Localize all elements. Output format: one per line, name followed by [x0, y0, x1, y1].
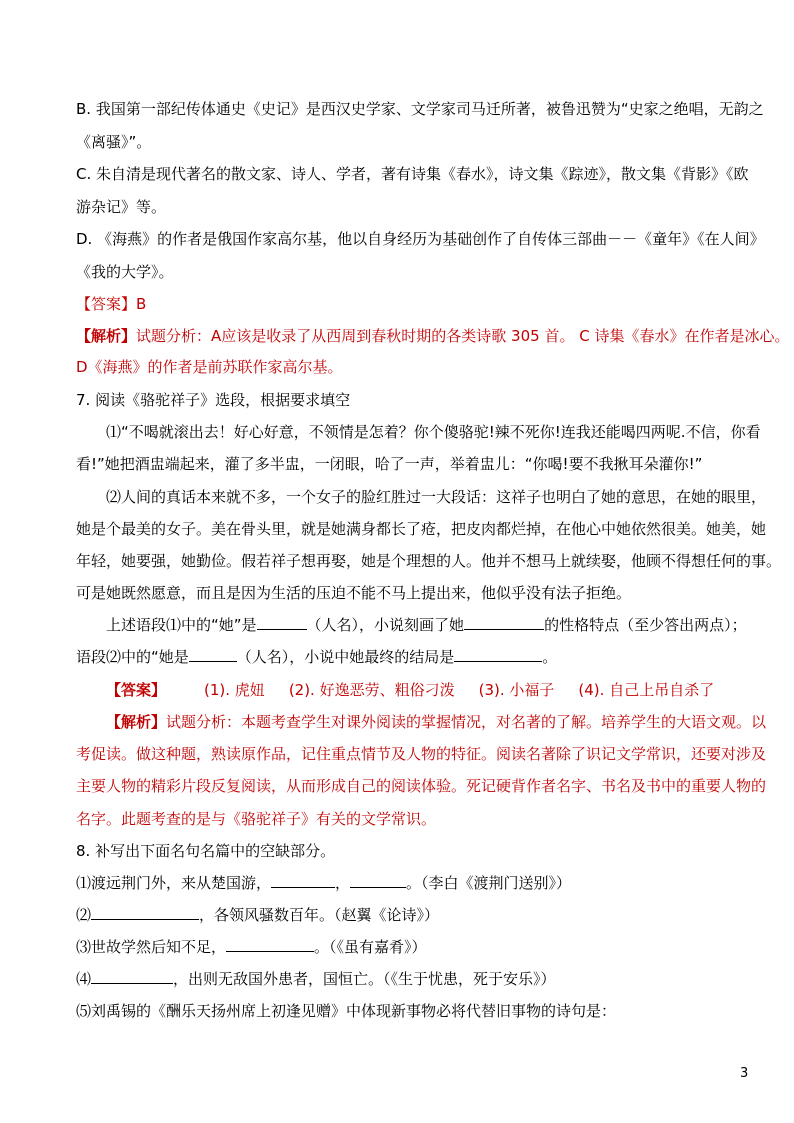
- verse-2-blank: [91, 905, 199, 920]
- q7-answer-4: (4). 自己上吊自杀了: [578, 681, 715, 699]
- q7-explanation-text-1: 试题分析：本题考查学生对课外阅读的掌握情况，对名著的了解。培养学生的大语文观。以: [166, 713, 767, 731]
- verse-1: [76, 873, 571, 893]
- verse-1-blank-1: [271, 873, 335, 888]
- blank-name-2: [189, 647, 237, 662]
- blank-name-1: [257, 615, 307, 630]
- q6-answer: 【答案】B: [76, 295, 147, 313]
- q7-answer-1: (1). 虎妞: [204, 681, 265, 699]
- blank-traits: [464, 615, 544, 630]
- verse-2-text-a: ⑵: [76, 906, 92, 924]
- passage-1-line-2: 看!”她把酒盅端起来，灌了多半盅，一闭眼，哈了一声，举着盅儿：“你喝!要不我揪耳朵灌你!”: [76, 455, 703, 473]
- blank-ending: [454, 647, 542, 662]
- q7-explanation-line-4: 名字。此题考查的是与《骆驼祥子》有关的文学常识。: [76, 810, 437, 828]
- fill-question-line-2: [76, 647, 557, 667]
- fill-2-text-c: 。: [542, 648, 558, 666]
- passage-2-line-2: 她是个最美的女子。美在骨头里，就是她满身都长了疮，把皮肉都烂掉，在他心中她依然很美。她美，她: [76, 520, 767, 538]
- fill-2-text-b: （人名），小说中她最终的结局是: [236, 648, 455, 666]
- option-b-line-2: 《离骚》”。: [76, 133, 152, 151]
- fill-1-text-c: 的性格特点（至少答出两点）；: [544, 616, 747, 634]
- q7-answer-line: [106, 680, 714, 700]
- passage-2-line-4: 可是她既然愿意，而且是因为生活的压迫不能不马上提出来，他似乎没有法子拒绝。: [76, 584, 632, 602]
- verse-2-text-b: ，各领风骚数百年。（赵翼《论诗》）: [199, 906, 440, 924]
- verse-4-blank: [91, 969, 173, 984]
- option-d-line-2: 《我的大学》。: [76, 263, 174, 281]
- passage-1-line-1: ⑴“不喝就滚出去！好心好意，不领情是怎着？你个傻骆驼!辣不死你!连我还能喝四两呢.不信，你看: [106, 423, 761, 441]
- fill-1-text-a: 上述语段⑴中的“她”是: [106, 616, 257, 634]
- page-number: 3: [740, 1066, 749, 1081]
- verse-2: [76, 905, 439, 925]
- verse-1-text-b: ，: [335, 874, 351, 892]
- fill-question-line-1: [106, 615, 747, 635]
- verse-4-text-b: ，出则无敌国外患者，国恒亡。（《生于忧患，死于安乐》）: [173, 970, 556, 988]
- passage-2-line-1: ⑵人间的真话本来就不多，一个女子的脸红胜过一大段话：这祥子也明白了她的意思，在她的眼里，: [106, 488, 767, 506]
- verse-1-blank-2: [350, 873, 406, 888]
- q7-answer-tag: 【答案】: [106, 681, 167, 699]
- verse-5: ⑸刘禹锡的《酬乐天扬州席上初逢见赠》中体现新事物必将代替旧事物的诗句是：: [76, 1002, 617, 1020]
- fill-1-text-b: （人名），小说刻画了她: [306, 616, 465, 634]
- verse-3: [76, 937, 427, 957]
- verse-1-text-c: 。（李白《渡荆门送别》）: [406, 874, 572, 892]
- option-c-line-1: C. 朱自清是现代著名的散文家、诗人、学者，著有诗集《春水》，诗文集《踪迹》，散文集《背影》《欧: [76, 165, 749, 183]
- q6-explanation-tag: 【解析】: [76, 327, 137, 345]
- q7-title: 7. 阅读《骆驼祥子》选段，根据要求填空: [76, 391, 351, 409]
- verse-3-blank: [226, 937, 314, 952]
- fill-2-text-a: 语段⑵中的“她是: [76, 648, 189, 666]
- q7-explanation-line-3: 主要人物的精彩片段反复阅读，从而形成自己的阅读体验。死记硬背作者名字、书名及书中的重要人物的: [76, 777, 767, 795]
- verse-3-text-a: ⑶世故学然后知不足，: [76, 938, 227, 956]
- q8-title: 8. 补写出下面名句名篇中的空缺部分。: [76, 842, 336, 860]
- option-b-line-1: B. 我国第一部纪传体通史《史记》是西汉史学家、文学家司马迁所著，被鲁迅赞为“史家之绝唱，无韵之: [76, 100, 764, 118]
- verse-4: [76, 969, 556, 989]
- q7-answer-3: (3). 小福子: [478, 681, 555, 699]
- q6-explanation-line-1: [76, 326, 789, 346]
- q6-explanation-text-1: 试题分析：A应该是收录了从西周到春秋时期的各类诗歌 305 首。 C 诗集《春水》在作者是冰心。: [136, 327, 790, 345]
- option-d-line-1: D. 《海燕》的作者是俄国作家高尔基，他以自身经历为基础创作了自传体三部曲－－《童年》《在人间》: [76, 230, 765, 248]
- verse-1-text-a: ⑴渡远荆门外，来从楚国游，: [76, 874, 272, 892]
- q6-explanation-line-2: D《海燕》的作者是前苏联作家高尔基。: [76, 358, 343, 376]
- q7-answer-2: (2). 好逸恶劳、粗俗刁泼: [288, 681, 455, 699]
- verse-3-text-b: 。（《虽有嘉肴》）: [314, 938, 427, 956]
- passage-2-line-3: 年轻，她要强，她勤俭。假若祥子想再娶，她是个理想的人。他并不想马上就续娶，他顾不得想任何的事。: [76, 552, 782, 570]
- verse-4-text-a: ⑷: [76, 970, 92, 988]
- option-c-line-2: 游杂记》等。: [76, 198, 167, 216]
- q7-explanation-line-1: [106, 712, 766, 732]
- q7-explanation-line-2: 考促读。做这种题，熟读原作品，记住重点情节及人物的特征。阅读名著除了识记文学常识，还要对涉及: [76, 745, 767, 763]
- q7-explanation-tag: 【解析】: [106, 713, 167, 731]
